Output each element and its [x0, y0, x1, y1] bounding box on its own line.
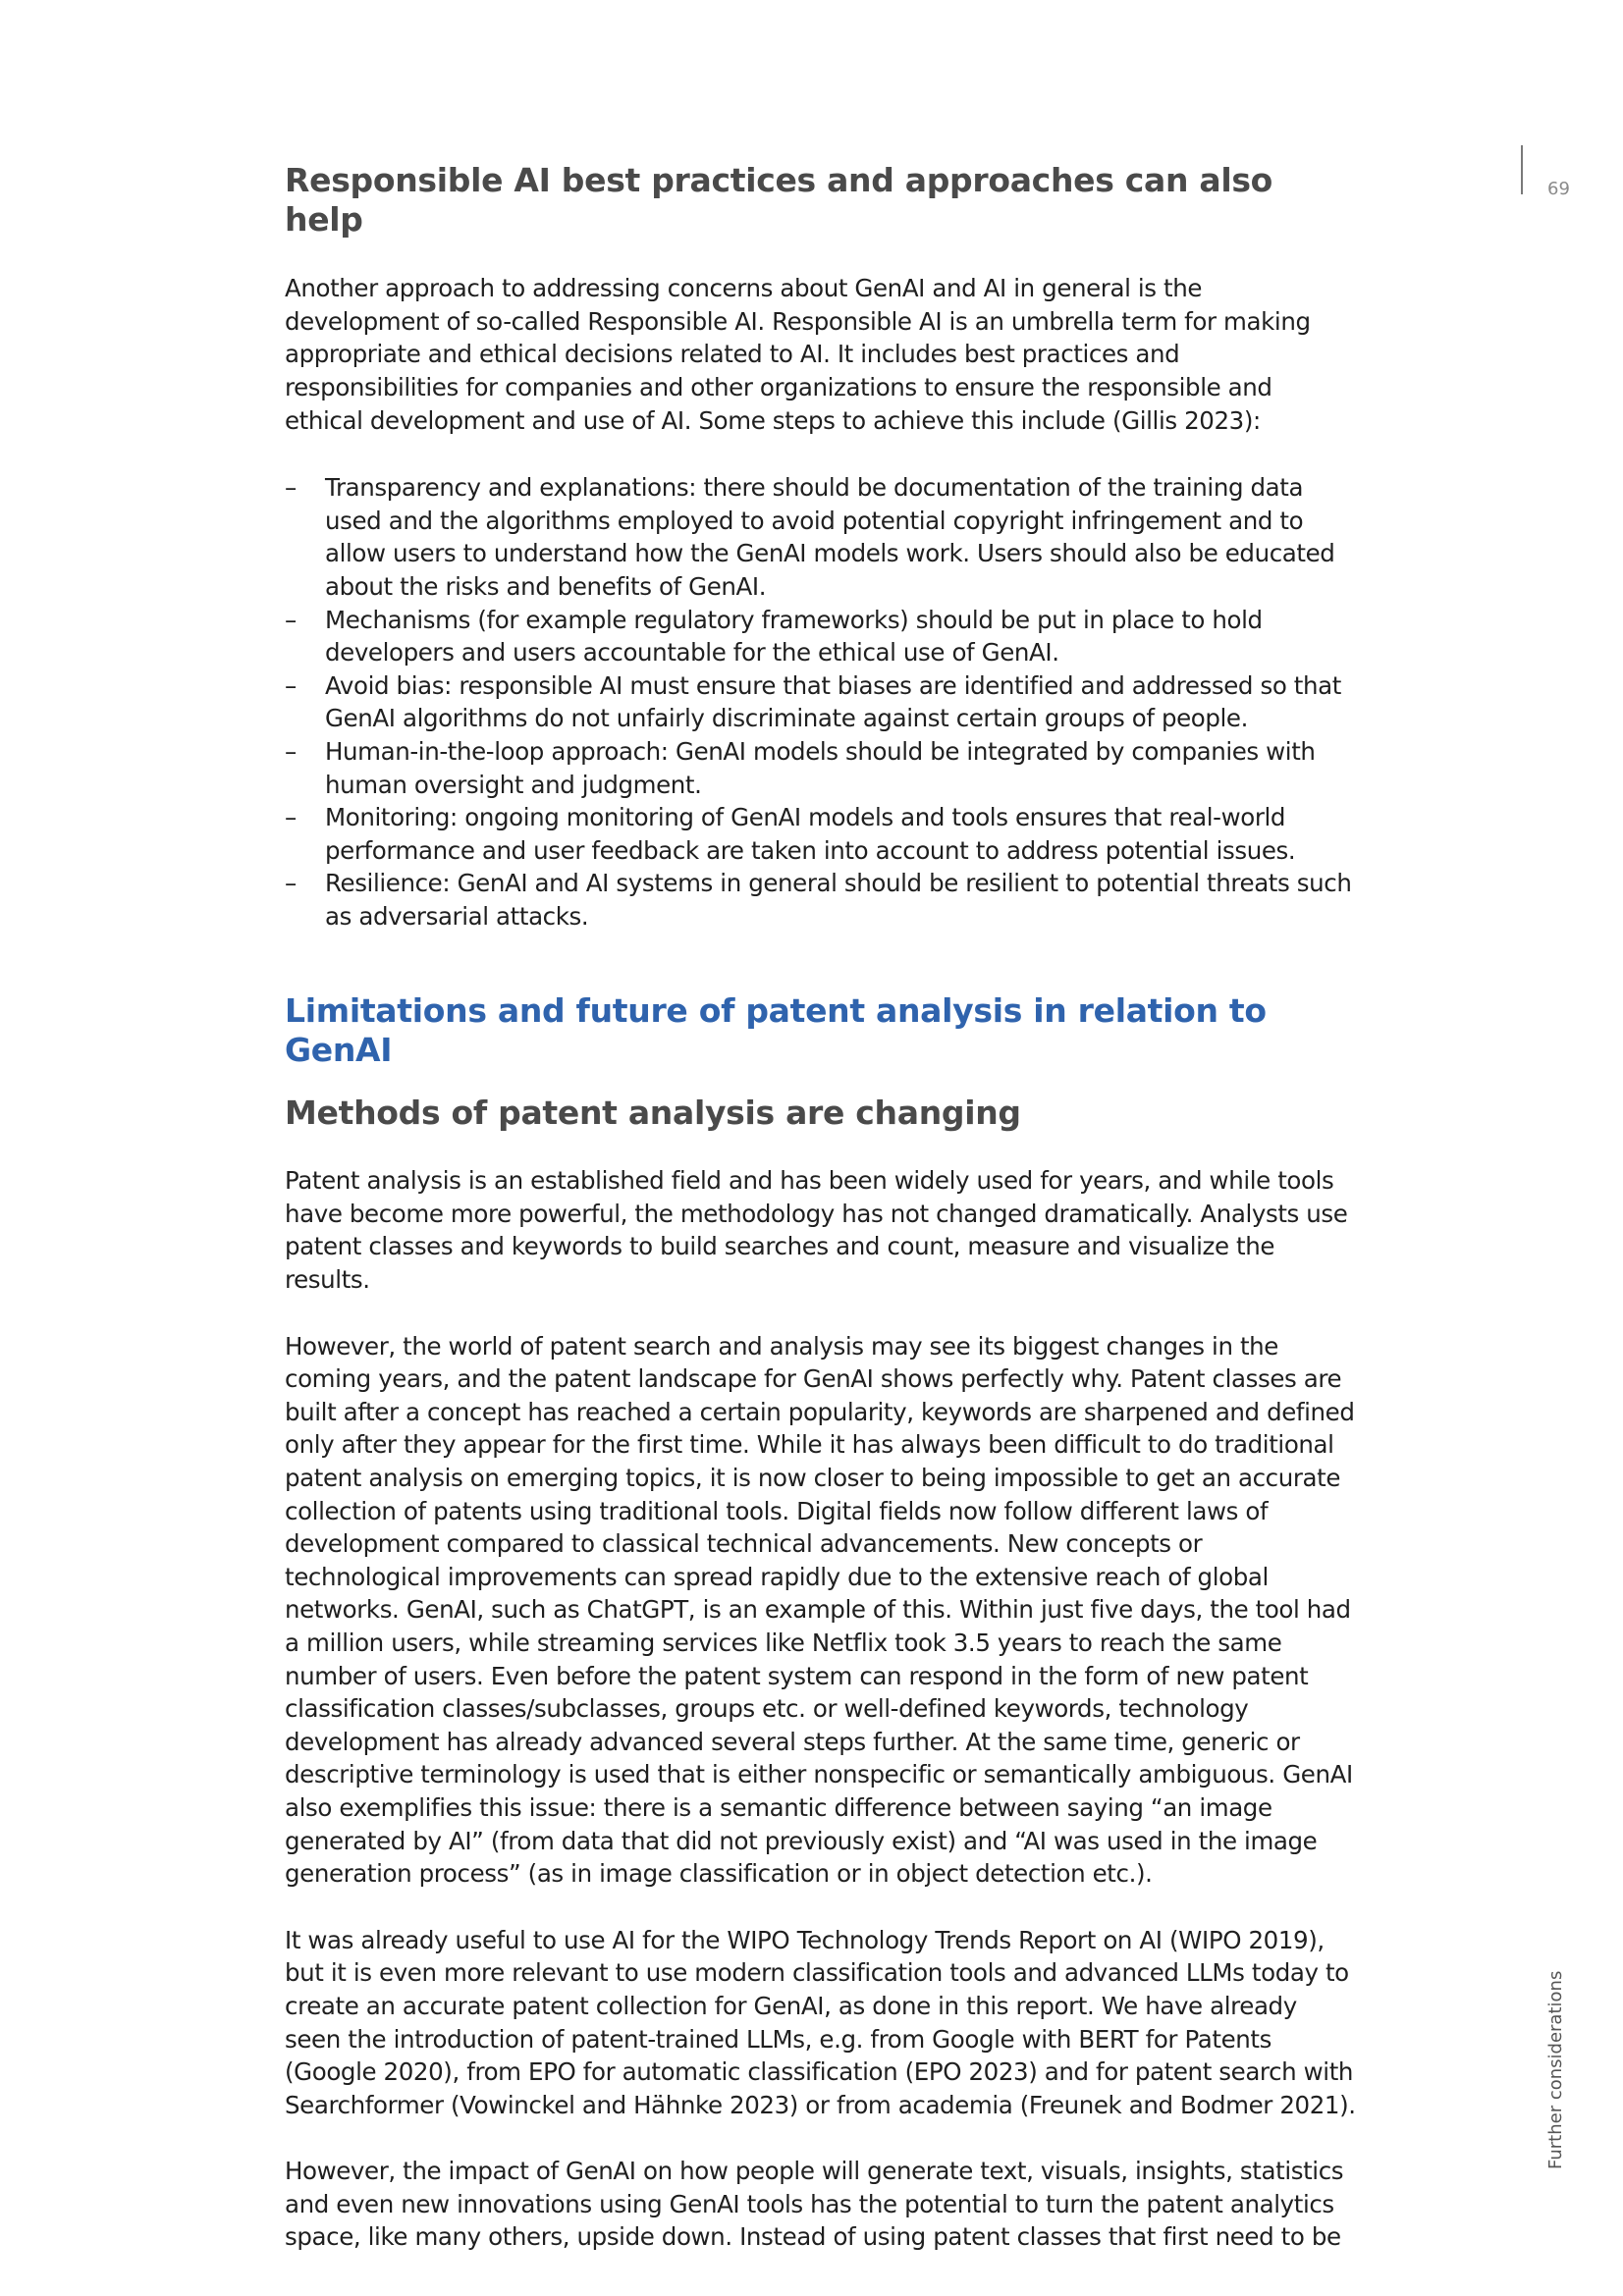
list-item — [285, 604, 1357, 669]
bullet-dash: – — [285, 869, 297, 898]
page-content — [285, 161, 1357, 2254]
list-item — [285, 867, 1357, 933]
list-item-text: Mechanisms (for example regulatory frameworks) should be put in place to hold developers and users accountable for the ethical use of GenAI. — [325, 605, 1263, 667]
responsible-ai-steps-list — [285, 471, 1357, 933]
methods-changing-heading: Methods of patent analysis are changing — [285, 1093, 1021, 1132]
bullet-dash: – — [285, 670, 297, 700]
list-item — [285, 669, 1357, 735]
responsible-ai-heading: Responsible AI best practices and approaches can also help — [285, 161, 1273, 239]
paragraph: However, the world of patent search and analysis may see its biggest changes in the coming years, and the patent landscape for GenAI shows perfectly why. Patent classes are built after a concept has reached a certain popularity, keywords are sharpened and defined only after they appear for the first time. While it has always been difficult to do traditional patent analysis on emerging topics, it is now closer to being impossible to get an accurate collection of patents using traditional tools. Digital fields now follow different laws of development compared to classical technical advancements. New concepts or technological improvements can spread rapidly due to the extensive reach of global networks. GenAI, such as ChatGPT, is an example of this. Within just five days, the tool had a million users, while streaming services like Netflix took 3.5 years to reach the same number of users. Even before the patent system can respond in the form of new patent classification classes/subclasses, groups etc. or well-defined keywords, technology development has already advanced several steps further. At the same time, generic or descriptive terminology is used that is either nonspecific or semantically ambiguous. GenAI also exemplifies this issue: there is a semantic difference between saying “an image generated by AI” (from data that did not previously exist) and “AI was used in the image generation process” (as in image classification or in object detection etc.). — [285, 1331, 1355, 1889]
list-item — [285, 801, 1357, 867]
list-item-text: Avoid bias: responsible AI must ensure that biases are identified and addressed so that GenAI algorithms do not unfairly discriminate against certain groups of people. — [325, 670, 1341, 733]
list-item-text: Human-in-the-loop approach: GenAI models should be integrated by companies with human oversight and judgment. — [325, 736, 1316, 799]
paragraph: It was already useful to use AI for the WIPO Technology Trends Report on AI (WIPO 2019), but it is even more relevant to use modern classification tools and advanced LLMs today to create an accurate patent collection for GenAI, as done in this report. We have already seen the introduction of patent-trained LLMs, e.g. from Google with BERT for Patents (Google 2020), from EPO for automatic classification (EPO 2023) and for patent search with Searchformer (Vowinckel and Hähnke 2023) or from academia (Freunek and Bodmer 2021). — [285, 1925, 1356, 2119]
list-item — [285, 735, 1357, 801]
list-item-text: Monitoring: ongoing monitoring of GenAI models and tools ensures that real-world performance and user feedback are taken into account to address potential issues. — [325, 803, 1296, 865]
page-number-divider — [1521, 145, 1523, 194]
list-item-text: Resilience: GenAI and AI systems in general should be resilient to potential threats such as adversarial attacks. — [325, 869, 1352, 931]
responsible-ai-intro: Another approach to addressing concerns about GenAI and AI in general is the development of so-called Responsible AI. Responsible AI is an umbrella term for making appropriate and ethical decisions related to AI. It includes best practices and responsibilities for companies and other organizations to ensure the responsible and ethical development and use of AI. Some steps to achieve this include (Gillis 2023): — [285, 274, 1311, 435]
bullet-dash: – — [285, 605, 297, 634]
side-label-text: Further considerations — [1545, 1970, 1566, 2169]
list-item — [285, 471, 1357, 603]
bullet-dash: – — [285, 473, 297, 503]
page-number: 69 — [1547, 179, 1570, 199]
list-item-text: Transparency and explanations: there should be documentation of the training data used and the algorithms employed to avoid potential copyright infringement and to allow users to understand how the GenAI models work. Users should also be educated about the risks and benefits of GenAI. — [325, 473, 1335, 601]
patent-analysis-chapter-heading: Limitations and future of patent analysis in relation to GenAI — [285, 991, 1267, 1070]
bullet-dash: – — [285, 803, 297, 832]
bullet-dash: – — [285, 736, 297, 766]
paragraph: Patent analysis is an established field and has been widely used for years, and while tools have become more powerful, the methodology has not changed dramatically. Analysts use patent classes and keywords to build searches and count, measure and visualize the results. — [285, 1166, 1348, 1295]
section-side-label — [1545, 1970, 1569, 2193]
paragraph: However, the impact of GenAI on how people will generate text, visuals, insights, statistics and even new innovations using GenAI tools has the potential to turn the patent analytics space, like many others, upside down. Instead of using patent classes that first need to be — [285, 2157, 1344, 2252]
